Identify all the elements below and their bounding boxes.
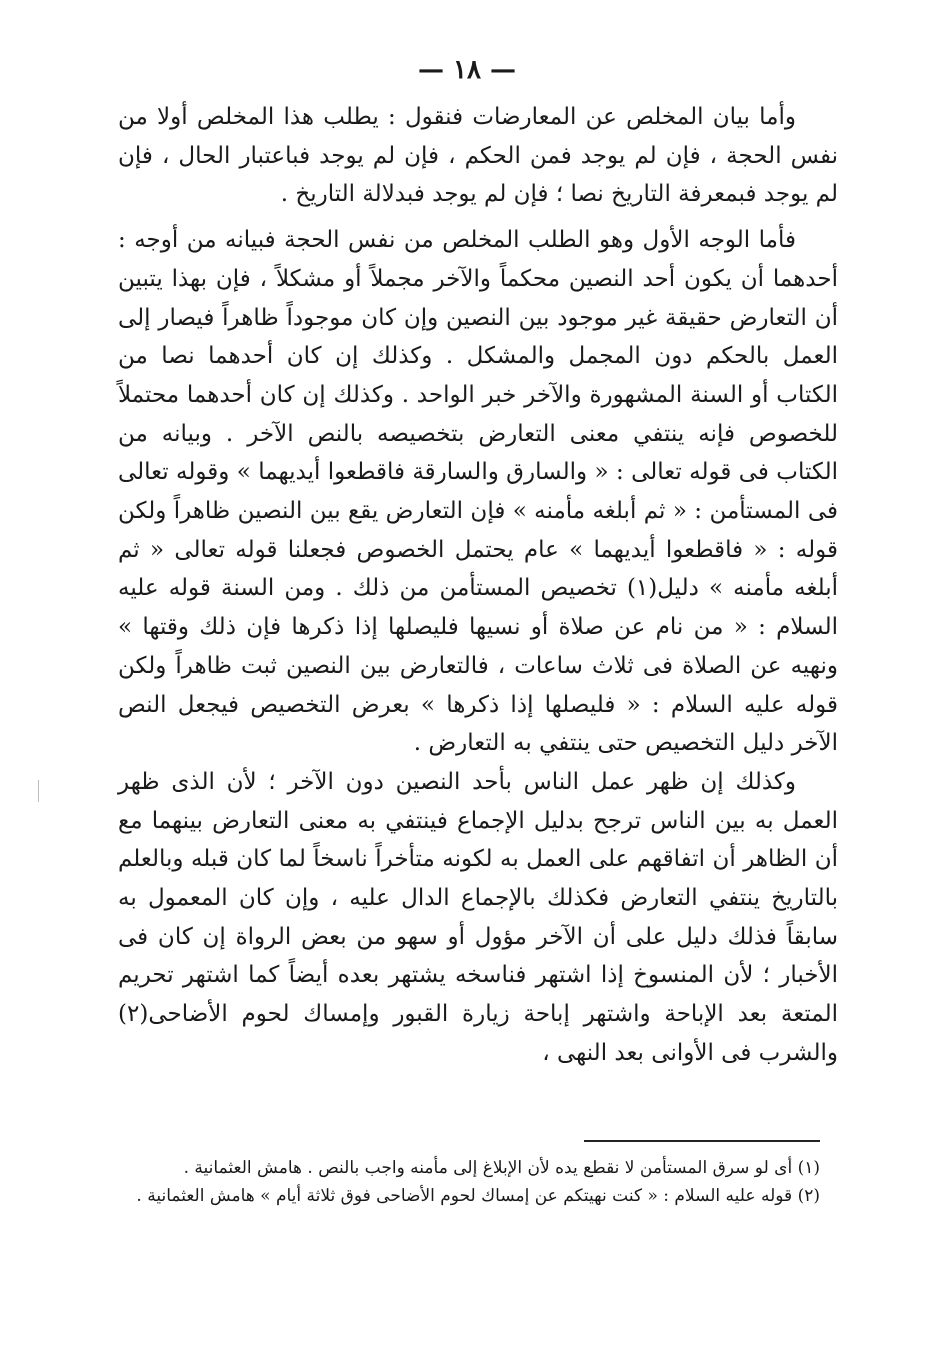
page-number: — ١٨ —: [417, 55, 517, 85]
paragraph-intro: وأما بيان المخلص عن المعارضات فنقول : يطلب هذا المخلص أولا من نفس الحجة ، فإن لم يوجد فمن الحكم ، فإن لم يوجد فباعتبار الحال ، فإن لم يوجد فبمعرفة التاريخ نصا ؛ فإن لم يوجد فبدلالة التاريخ .: [118, 104, 838, 208]
footnote-divider: [584, 1140, 820, 1142]
footnotes: [118, 1154, 838, 1210]
paragraph-first-aspect: فأما الوجه الأول وهو الطلب المخلص من نفس الحجة فبيانه من أوجه : أحدهما أن يكون أحد النصين محكماً والآخر مجملاً أو مشكلاً ، فإن بهذا يتبين أن التعارض حقيقة غير موجود بين النصين وإن كان موجوداً ظاهراً فيصار إلى العمل بالحكم دون المجمل والمشكل . وكذلك إن كان أحدهما نصا من الكتاب أو السنة المشهورة والآخر خبر الواحد . وكذلك إن كان أحدهما محتملاً للخصوص فإنه ينتفي معنى التعارض بتخصيصه بالنص الآخر . وبيانه من الكتاب فى قوله تعالى : « والسارق والسارقة فاقطعوا أيديهما » وقوله تعالى فى المستأمن : « ثم أبلغه مأمنه » فإن التعارض يقع بين النصين ظاهراً ولكن قوله : « فاقطعوا أيديهما » عام يحتمل الخصوص فجعلنا قوله تعالى « ثم أبلغه مأمنه » دليل(١) تخصيص المستأمن من ذلك . ومن السنة قوله عليه السلام : « من نام عن صلاة أو نسيها فليصلها إذا ذكرها فإن ذلك وقتها » ونهيه عن الصلاة فى ثلاث ساعات ، فالتعارض بين النصين ثبت ظاهراً ولكن قوله عليه السلام : « فليصلها إذا ذكرها » بعرض التخصيص فيجعل النص الآخر دليل التخصيص حتى ينتفي به التعارض .: [118, 227, 838, 757]
footnote-2: (٢) قوله عليه السلام : « كنت نهيتكم عن إمساك لحوم الأضاحى فوق ثلاثة أيام » هامش العثمانية .: [136, 1186, 820, 1206]
scan-edge-mark: [38, 780, 39, 802]
paragraph-public-practice: وكذلك إن ظهر عمل الناس بأحد النصين دون الآخر ؛ لأن الذى ظهر العمل به بين الناس ترجح بدليل الإجماع فينتفي به معنى التعارض بينهما مع أن الظاهر أن اتفاقهم على العمل به لكونه متأخراً ناسخاً لما كان قبله وبالعلم بالتاريخ ينتفي التعارض فكذلك بالإجماع الدال عليه ، وإن كان المعمول به سابقاً فذلك دليل على أن الآخر مؤول أو سهو من بعض الرواة إن كان فى الأخبار ؛ لأن المنسوخ إذا اشتهر فناسخه يشتهر بعده أيضاً كما اشتهر تحريم المتعة بعد الإباحة واشتهر إباحة زيارة القبور وإمساك لحوم الأضاحى(٢) والشرب فى الأوانى بعد النهى ،: [118, 768, 838, 1066]
footnote-1: (١) أى لو سرق المستأمن لا نقطع يده لأن الإبلاغ إلى مأمنه واجب بالنص . هامش العثمانية .: [183, 1158, 820, 1178]
main-text: [118, 98, 838, 1073]
